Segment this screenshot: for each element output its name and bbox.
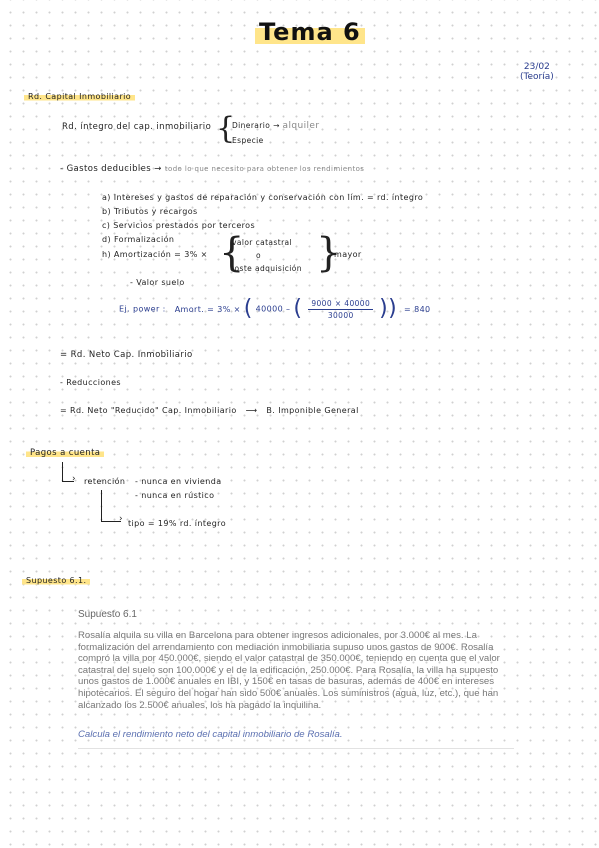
dinerario-row <box>232 121 319 131</box>
rustico-label: - nunca en rústico <box>135 491 215 500</box>
brace-amort-close: } <box>316 230 342 276</box>
supuesto-paragraph: Rosalía alquila su villa en Barcelona para obtener ingresos adicionales, por 3.000€ al mes. La formalización del arrendamiento con mediación inmobiliaria supuso unos gastos de 900€. Rosalía compró la villa por 450.000€, siendo el valor catastral de 350.000€, teniendo en cuenta que el valor catastral del suelo son 100.000€ y el de la edificación, 250.000€. Para Rosalía, la villa ha supuesto unos gastos de 1.000€ anuales en IBI, y 150€ en tasas de basuras, además de 400€ en intereses hipotecarios. El seguro del hogar han sido 500€ anuales. Los suministros (agua, luz, etc.), que han alcanzado los 2.500€ anuales, los ha pagado la inquilina. <box>78 630 500 711</box>
connector-horizontal-2 <box>101 521 121 522</box>
retencion-label: retención <box>84 477 126 486</box>
item-a: a) Intereses y gastos de reparación y conservación con lím. = rd. íntegro <box>102 193 424 202</box>
valor-catastral: valor catastral <box>232 238 293 247</box>
ejemplo-fraction <box>308 299 373 320</box>
page-title: Tema 6 <box>255 18 365 46</box>
section-heading-capital: Rd. Capital Inmobiliario <box>24 92 135 101</box>
fraction-numerator: 9000 × 40000 <box>308 299 373 310</box>
item-h: h) Amortización = 3% × <box>102 250 208 259</box>
arrowhead-icon: › <box>72 474 76 484</box>
long-arrow-icon: ⟶ <box>245 406 258 415</box>
paren-open-2: ( <box>293 296 303 321</box>
integro-label: Rd. íntegro del cap. inmobiliario <box>62 122 212 132</box>
arrow-icon: → <box>273 121 280 130</box>
fraction-denominator: 30000 <box>327 310 354 320</box>
gastos-desc: todo lo que necesito para obtener los rendimientos <box>164 165 365 173</box>
item-d: d) Formalización <box>102 235 175 244</box>
gastos-row <box>60 164 364 174</box>
reducido-label: = Rd. Neto "Reducido" Cap. Inmobiliario <box>60 406 237 415</box>
ejemplo-minus: – <box>286 304 291 314</box>
ejemplo-amort: Amort. = 3% × <box>174 304 241 314</box>
especie-label: Especie <box>232 136 264 145</box>
dinerario-label: Dinerario <box>232 121 271 130</box>
paren-close: )) <box>379 296 398 321</box>
reducido-row <box>60 406 359 415</box>
reducciones-label: - Reducciones <box>60 378 121 387</box>
ejemplo-row <box>119 298 431 320</box>
neto-label: = Rd. Neto Cap. Inmobiliario <box>60 350 193 360</box>
item-c: c) Servicios prestados por terceros <box>102 221 256 230</box>
valor-suelo: - Valor suelo <box>130 278 185 287</box>
base-imponible-label: B. Imponible General <box>266 406 359 415</box>
brace-integro: { <box>216 111 236 146</box>
ejemplo-label: Ej. power : <box>119 304 166 314</box>
paren-open-1: ( <box>243 296 253 321</box>
tipo-label: tipo = 19% rd. íntegro <box>128 519 226 528</box>
ejemplo-value: 40000 <box>255 304 284 314</box>
brace-amort-open: { <box>219 230 245 276</box>
vivienda-label: - nunca en vivienda <box>135 477 222 486</box>
alquiler-label: alquiler <box>282 121 320 131</box>
section-heading-pagos: Pagos a cuenta <box>26 448 104 458</box>
date-kind: (Teoría) <box>520 72 554 82</box>
supuesto-card-title: Supuesto 6.1 <box>78 609 137 620</box>
arrowhead-icon: › <box>119 514 123 524</box>
connector-vertical-2 <box>101 490 102 522</box>
ejemplo-result: = 840 <box>404 304 431 314</box>
supuesto-question: Calcula el rendimiento neto del capital inmobiliario de Rosalía. <box>78 729 514 749</box>
item-b: b) Tributos y recargos <box>102 207 198 216</box>
arrow-icon: → <box>154 164 162 174</box>
date-day: 23/02 <box>523 62 550 72</box>
section-heading-supuesto: Supuesto 6.1. <box>22 576 90 585</box>
mayor-label: mayor <box>334 250 362 259</box>
gastos-label: - Gastos deducibles <box>60 164 152 174</box>
coste-adquisicion: coste adquisición <box>230 264 302 273</box>
date-block <box>520 62 554 82</box>
connector-vertical-1 <box>62 462 63 482</box>
o-label: o <box>256 251 261 260</box>
